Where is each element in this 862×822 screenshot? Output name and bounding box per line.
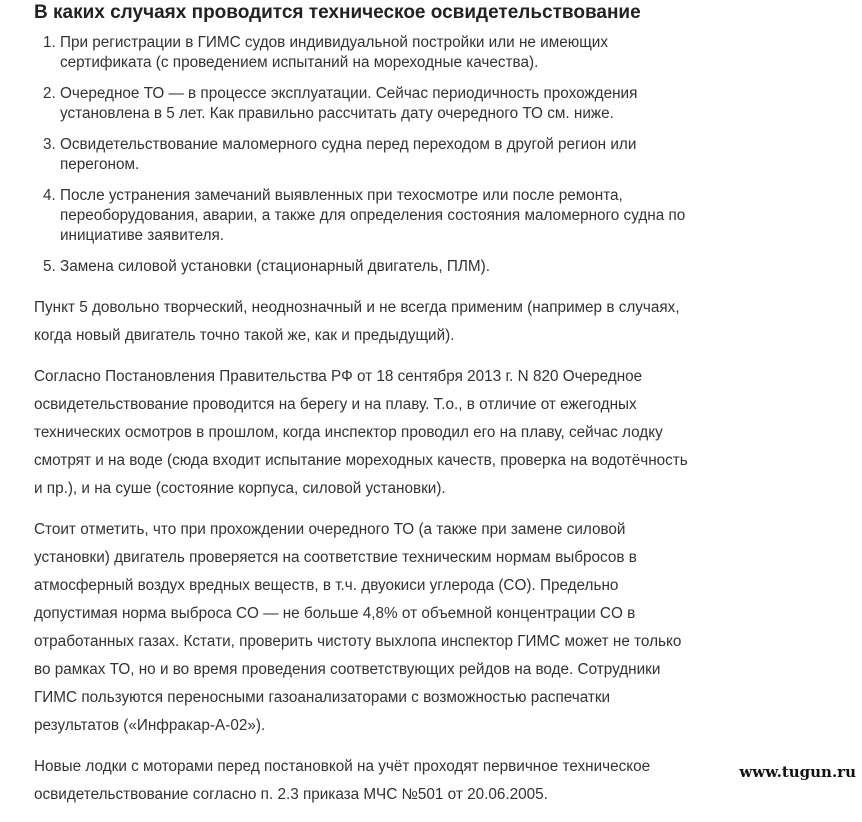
list-item: 1. При регистрации в ГИМС судов индивидуальной постройки или не имеющих сертификата (с проведением испытаний на мореходные качества). <box>60 33 694 73</box>
list-item: 5. Замена силовой установки (стационарный двигатель, ПЛМ). <box>60 257 694 277</box>
list-item: 4. После устранения замечаний выявленных при техосмотре или после ремонта, переоборудования, аварии, а также для определения состояния маломерного судна по инициативе заявителя. <box>60 186 694 246</box>
paragraph-point-5-note: Пункт 5 довольно творческий, неоднозначный и не всегда применим (например в случаях, когда новый двигатель точно такой же, как и предыдущий). <box>34 299 680 344</box>
paragraph-emissions: Стоит отметить, что при прохождении очередного ТО (а также при замене силовой установки) двигатель проверяется на соответствие техническим нормам выбросов в атмосферный воздух вредных веществ, в т.ч. двуокиси углерода (CO). Предельно допустимая норма выброса CO — не больше 4,8% от объемной концентрации CO в отработанных газах. Кстати, проверить чистоту выхлопа инспектор ГИМС может не только во рамках ТО, но и во время проведения соответствующих рейдов на воде. Сотрудники ГИМС пользуются переносными газоанализаторами с возможностью распечатки результатов («Инфракар-А-02»). <box>34 521 682 734</box>
site-watermark: www.tugun.ru <box>739 763 856 781</box>
article <box>34 0 694 822</box>
paragraph-new-boats: Новые лодки с моторами перед постановкой на учёт проходят первичное техническое освидетельствование согласно п. 2.3 приказа МЧС №501 от 20.06.2005. <box>34 758 651 803</box>
cases-list <box>34 33 694 277</box>
article-heading: В каких случаях проводится техническое освидетельствование <box>34 2 641 23</box>
paragraph-regulation: Согласно Постановления Правительства РФ от 18 сентября 2013 г. N 820 Очередное освидетельствование проводится на берегу и на плаву. Т.о., в отличие от ежегодных технических осмотров в прошлом, когда инспектор проводил его на плаву, сейчас лодку смотрят и на воде (сюда входит испытание мореходных качеств, проверка на водотёчность и пр.), и на суше (состояние корпуса, силовой установки). <box>34 368 688 497</box>
list-item: 2. Очередное ТО — в процессе эксплуатации. Сейчас периодичность прохождения установлена в 5 лет. Как правильно рассчитать дату очередного ТО см. ниже. <box>60 84 694 124</box>
list-item: 3. Освидетельствование маломерного судна перед переходом в другой регион или перегоном. <box>60 135 694 175</box>
